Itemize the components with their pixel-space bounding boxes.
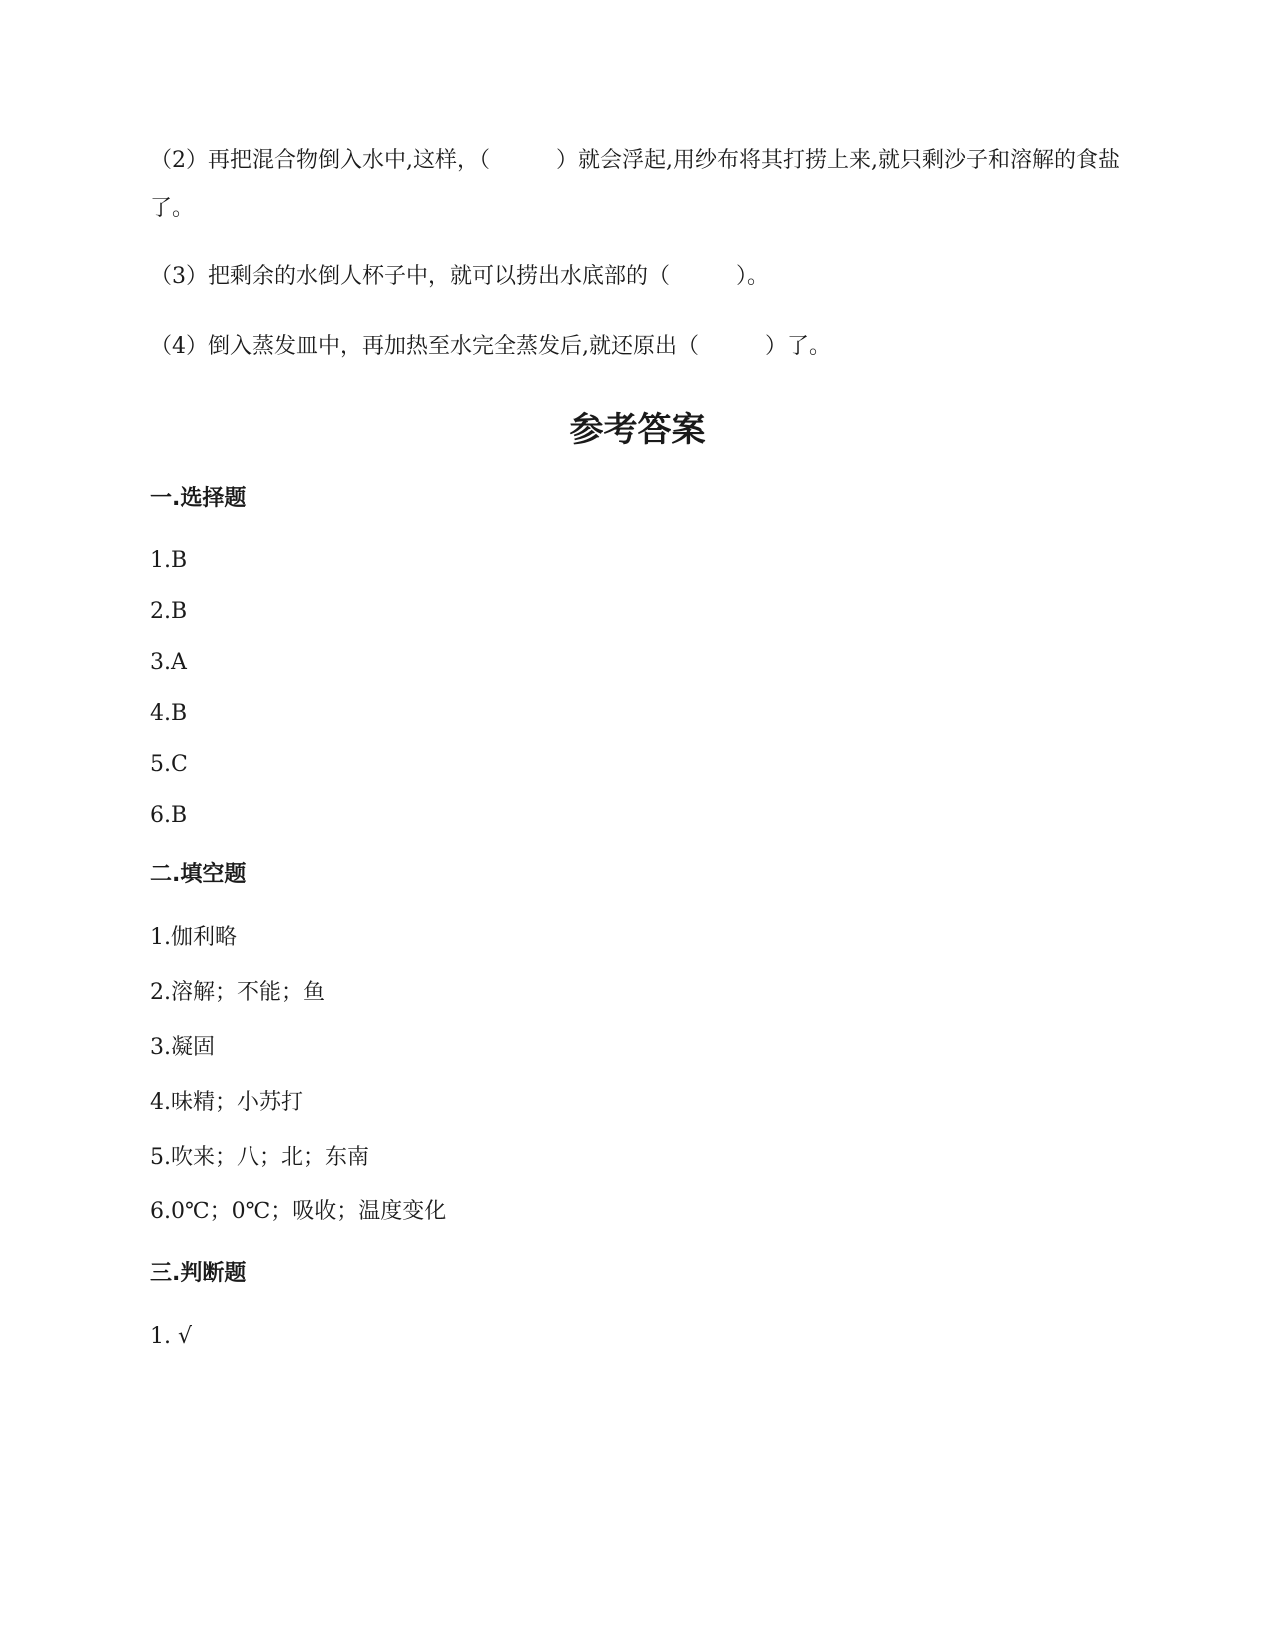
answer-item: 4.B (150, 701, 188, 726)
answer-item: 4.味精；小苏打 (150, 1090, 303, 1115)
answer-item: 1. √ (150, 1324, 193, 1349)
answer-item: 2.溶解；不能；鱼 (150, 980, 325, 1005)
question-3: （3）把剩余的水倒人杯子中，就可以捞出水底部的（ ）。 (150, 264, 769, 289)
section-heading-judge: 三.判断题 (150, 1261, 247, 1286)
answer-item: 3.凝固 (150, 1035, 215, 1060)
answer-item: 1.B (150, 548, 188, 573)
answer-item: 3.A (150, 650, 187, 675)
answer-item: 5.吹来；八；北；东南 (150, 1145, 369, 1170)
answer-title: 参考答案 (569, 410, 706, 450)
question-4: （4）倒入蒸发皿中，再加热至水完全蒸发后,就还原出（ ）了。 (150, 334, 831, 359)
section-heading-fill: 二.填空题 (150, 862, 247, 887)
section-heading-choice: 一.选择题 (150, 486, 247, 511)
answer-item: 1.伽利略 (150, 925, 237, 950)
answer-item: 6.B (150, 803, 188, 828)
answer-item: 2.B (150, 599, 188, 624)
answer-item: 6.0℃；0℃；吸收；温度变化 (150, 1199, 447, 1224)
question-2: （2）再把混合物倒入水中,这样，（ ）就会浮起,用纱布将其打捞上来,就只剩沙子和溶解的食盐了。 (150, 148, 1120, 221)
answer-item: 5.C (150, 752, 188, 777)
